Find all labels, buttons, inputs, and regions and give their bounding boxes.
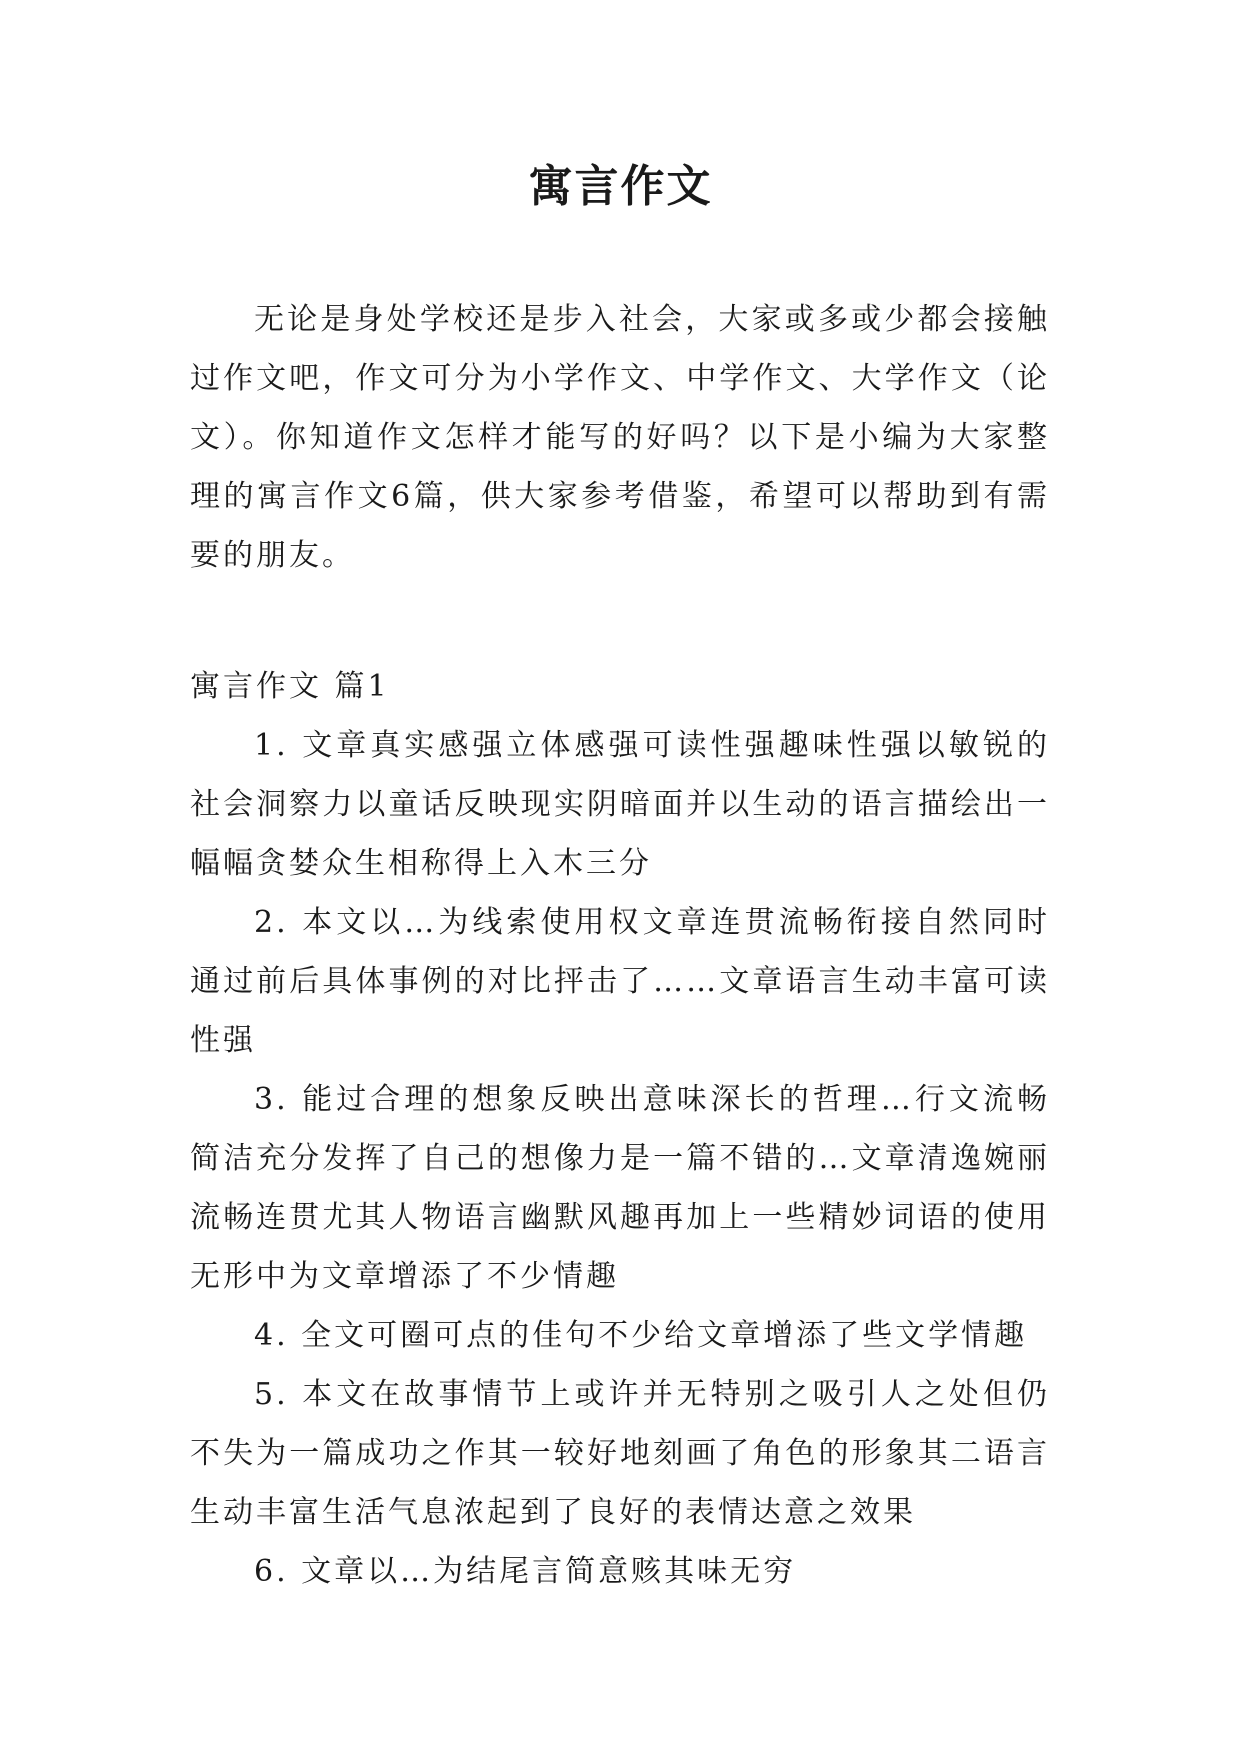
document-body bbox=[190, 290, 1050, 1601]
list-item: 2. 本文以…为线索使用权文章连贯流畅衔接自然同时通过前后具体事例的对比抨击了……文章语言生动丰富可读性强 bbox=[190, 905, 1050, 1058]
list-item: 4. 全文可圈可点的佳句不少给文章增添了些文学情趣 bbox=[254, 1318, 1028, 1353]
list-item: 3. 能过合理的想象反映出意味深长的哲理…行文流畅简洁充分发挥了自己的想像力是一篇不错的…文章清逸婉丽流畅连贯尤其人物语言幽默风趣再加上一些精妙词语的使用无形中为文章增添了不少情趣 bbox=[190, 1082, 1050, 1294]
list-item: 5. 本文在故事情节上或许并无特别之吸引人之处但仍不失为一篇成功之作其一较好地刻画了角色的形象其二语言生动丰富生活气息浓起到了良好的表情达意之效果 bbox=[190, 1377, 1050, 1530]
list-item: 1. 文章真实感强立体感强可读性强趣味性强以敏锐的社会洞察力以童话反映现实阴暗面并以生动的语言描绘出一幅幅贪婪众生相称得上入木三分 bbox=[190, 728, 1050, 881]
section-heading: 寓言作文 篇1 bbox=[190, 669, 390, 704]
intro-paragraph: 无论是身处学校还是步入社会，大家或多或少都会接触过作文吧，作文可分为小学作文、中学作文、大学作文（论文）。你知道作文怎样才能写的好吗？以下是小编为大家整理的寓言作文6篇，供大家参考借鉴，希望可以帮助到有需要的朋友。 bbox=[190, 302, 1050, 573]
list-item: 6. 文章以…为结尾言简意赅其味无穷 bbox=[254, 1554, 797, 1589]
document-title: 寓言作文 bbox=[528, 161, 713, 212]
